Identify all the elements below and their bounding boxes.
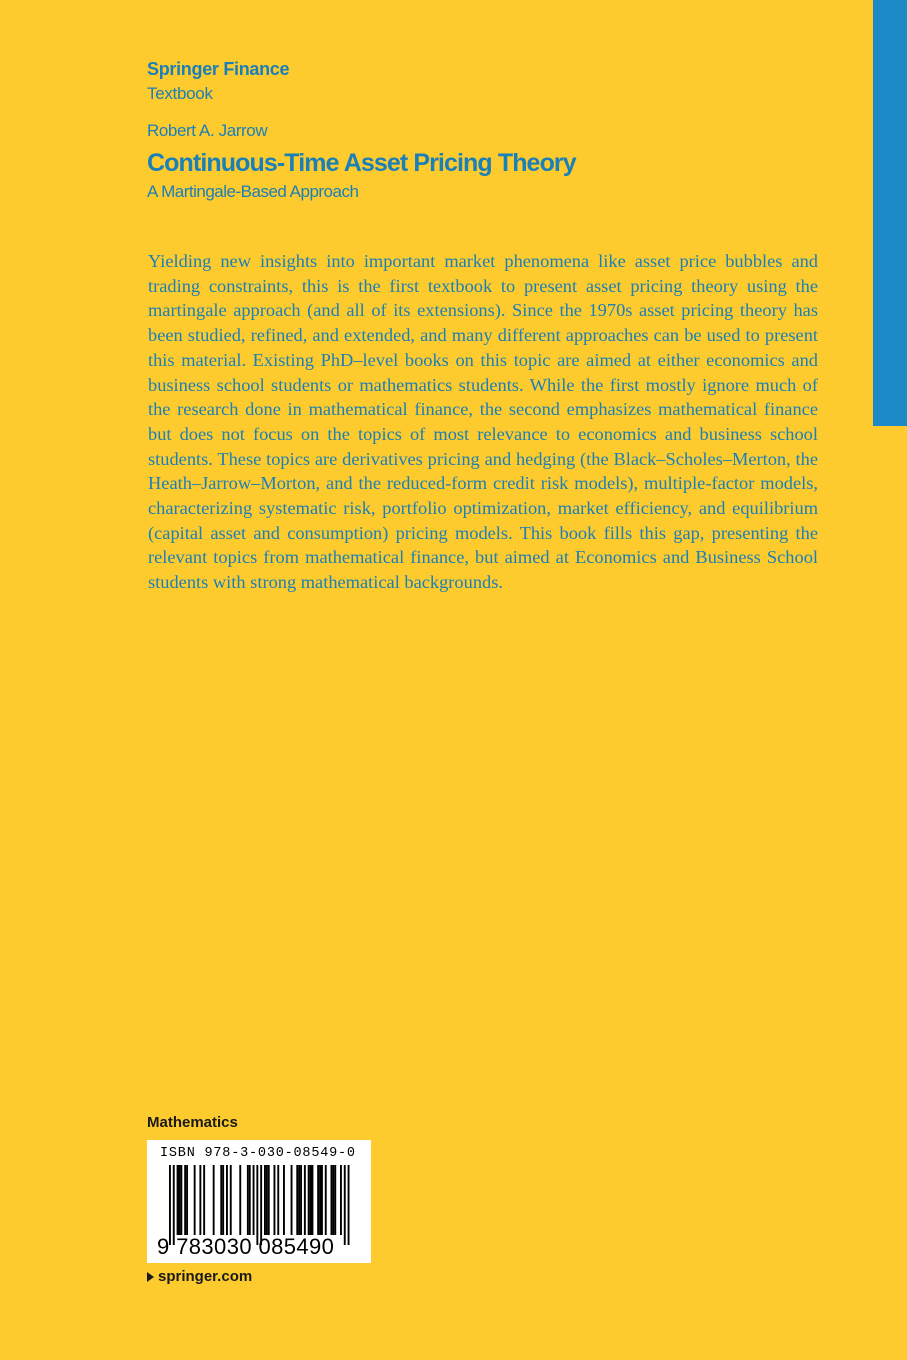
barcode-bar (169, 1165, 171, 1245)
barcode-bar (304, 1165, 306, 1235)
barcode-bar (230, 1165, 232, 1235)
book-subtitle: A Martingale-Based Approach (147, 182, 359, 201)
barcode-bar (266, 1165, 268, 1235)
barcode-bar (173, 1165, 175, 1245)
barcode-bar (179, 1165, 181, 1235)
barcode-bar (186, 1165, 188, 1235)
book-blurb: Yielding new insights into important market phenomena like asset price bubbles and trading constraints, this is the first textbook to present asset pricing theory using the martingale approach (and all of its extensions). Since the 1970s asset pricing theory has been studied, refined, and extended, and many different approaches can be used to present this material. Existing PhD–level books on this topic are aimed at either economics and business school students or mathematics students. While the first mostly ignore much of the research done in mathematical finance, the second emphasizes mathematical finance but does not focus on the topics of most relevance to economics and business school students. These topics are derivatives pricing and hedging (the Black–Scholes–Merton, the Heath–Jarrow–Morton, and the reduced-form credit risk models), multiple-factor models, characterizing systematic risk, portfolio optimization, market efficiency, and equilibrium (capital asset and consumption) pricing models. This book fills this gap, presenting the relevant topics from mathematical finance, but aimed at Economics and Business School students with strong mathematical backgrounds. (148, 251, 818, 593)
barcode-bar (283, 1165, 285, 1235)
barcode-bar (310, 1165, 312, 1235)
barcode-bar (239, 1165, 241, 1235)
barcode-bar (222, 1165, 224, 1235)
barcode-bar (194, 1165, 196, 1235)
barcode-bar (260, 1165, 262, 1245)
author-name: Robert A. Jarrow (147, 121, 268, 140)
barcode-bar (203, 1165, 205, 1235)
barcode-bar (344, 1165, 346, 1245)
barcode-bar (253, 1165, 255, 1235)
barcode-bar (180, 1165, 182, 1235)
barcode-bar (334, 1165, 336, 1235)
barcode-bar (348, 1165, 350, 1245)
arrow-right-icon (147, 1272, 154, 1282)
barcode-bar (321, 1165, 323, 1235)
barcode-bar (331, 1165, 333, 1235)
barcode-bar (291, 1165, 293, 1235)
barcode-bar (249, 1165, 251, 1235)
series-block (147, 57, 289, 107)
isbn-barcode (147, 1140, 371, 1263)
barcode-bar (264, 1165, 266, 1235)
publisher-link-label: springer.com (158, 1268, 253, 1285)
barcode-bar (226, 1165, 228, 1235)
barcode-bar (298, 1165, 300, 1235)
barcode-bar (332, 1165, 334, 1235)
series-subseries: Textbook (147, 84, 213, 103)
barcode-bar (325, 1165, 327, 1235)
barcode-bar (177, 1165, 179, 1235)
barcode-bar (213, 1165, 215, 1235)
subject-category: Mathematics (147, 1114, 238, 1131)
barcode-bar (300, 1165, 302, 1235)
publisher-link[interactable] (147, 1268, 252, 1285)
ean-digits: 9 783030 085490 (157, 1234, 335, 1259)
barcode-bar (277, 1165, 279, 1235)
barcode-bar (199, 1165, 201, 1235)
barcode-bar (312, 1165, 314, 1235)
barcode-bar (317, 1165, 319, 1235)
barcode-bar (184, 1165, 186, 1235)
isbn-label: ISBN 978-3-030-08549-0 (160, 1146, 356, 1161)
barcode-bar (247, 1165, 249, 1235)
barcode-bar (256, 1165, 258, 1245)
series-name: Springer Finance (147, 59, 290, 79)
barcode-bar (308, 1165, 310, 1235)
barcode-bar (340, 1165, 342, 1235)
barcode-bar (274, 1165, 276, 1235)
barcode-bar (296, 1165, 298, 1235)
spine-color-bar (873, 0, 907, 426)
barcode-bar (319, 1165, 321, 1235)
book-title: Continuous-Time Asset Pricing Theory (147, 149, 576, 177)
barcode-bar (220, 1165, 222, 1235)
barcode-bar (268, 1165, 270, 1235)
